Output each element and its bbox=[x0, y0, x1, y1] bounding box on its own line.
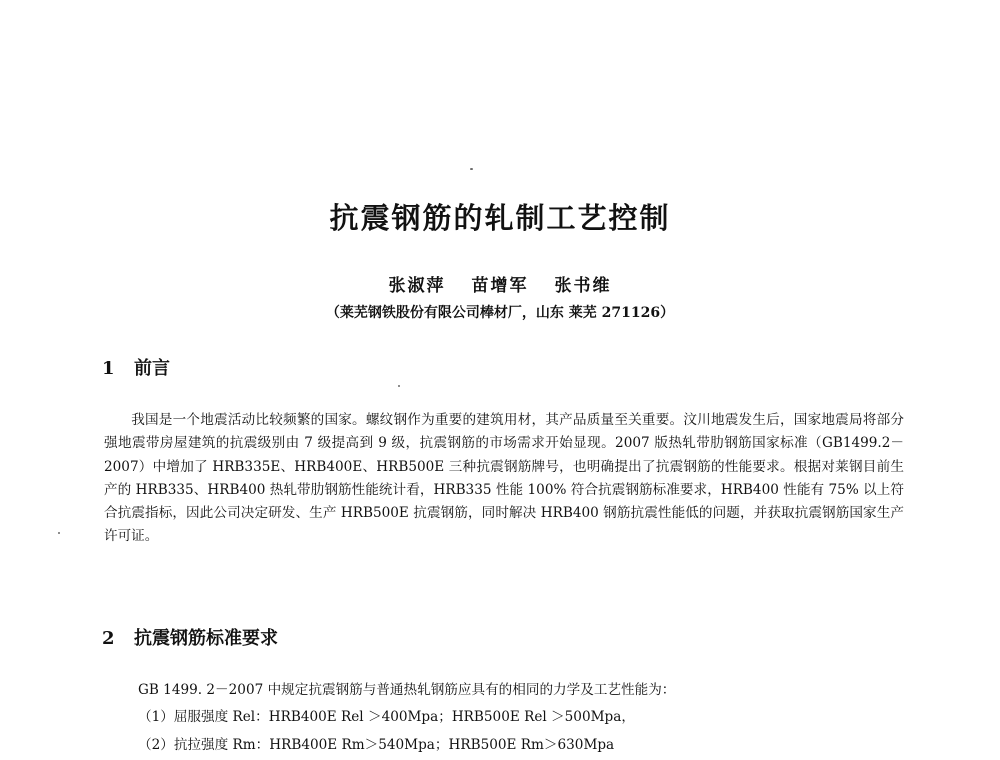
section-number: 1 bbox=[102, 358, 115, 379]
scan-speck bbox=[58, 532, 60, 534]
scan-speck bbox=[398, 385, 400, 387]
affiliation: （莱芜钢铁股份有限公司棒材厂，山东 莱芜 271126） bbox=[325, 305, 675, 321]
section-number: 2 bbox=[102, 628, 115, 649]
paper-title: 抗震钢筋的轧制工艺控制 bbox=[329, 201, 671, 235]
author-list bbox=[0, 271, 1000, 296]
section-heading-introduction bbox=[102, 354, 170, 380]
section-title: 抗震钢筋标准要求 bbox=[134, 628, 278, 649]
scan-speck bbox=[470, 168, 473, 170]
tensile-strength-line: （2）抗拉强度 Rm：HRB400E Rm＞540Mpa；HRB500E Rm＞630Mpa bbox=[138, 737, 615, 753]
author-name: 苗增军 bbox=[471, 276, 529, 296]
section-title: 前言 bbox=[134, 358, 170, 379]
section-heading-standard bbox=[102, 624, 278, 650]
author-name: 张书维 bbox=[554, 276, 612, 296]
yield-strength-line: （1）屈服强度 Rel：HRB400E Rel ＞400Mpa；HRB500E Rel ＞500Mpa， bbox=[138, 709, 635, 725]
author-name: 张淑萍 bbox=[388, 276, 446, 296]
introduction-paragraph: 我国是一个地震活动比较频繁的国家。螺纹钢作为重要的建筑用材，其产品质量至关重要。汶川地震发生后，国家地震局将部分强地震带房屋建筑的抗震级别由 7 级提高到 9 级，抗震钢筋的市场需求开始显现。2007 版热轧带肋钢筋国家标准（GB1499.2－2007）中增加了 HRB335E、HRB400E、HRB500E 三种抗震钢筋牌号，也明确提出了抗震钢筋的性能要求。根据对莱钢目前生产的 HRB335、HRB400 热轧带肋钢筋性能统计看，HRB335 性能 100% 符合抗震钢筋标准要求，HRB400 性能有 75% 以上符合抗震指标，因此公司决定研发、生产 HRB500E 抗震钢筋，同时解决 HRB400 钢筋抗震性能低的问题，并获取抗震钢筋国家生产许可证。 bbox=[104, 412, 904, 545]
standard-intro-line: GB 1499. 2－2007 中规定抗震钢筋与普通热轧钢筋应具有的相同的力学及工艺性能为： bbox=[138, 682, 676, 698]
